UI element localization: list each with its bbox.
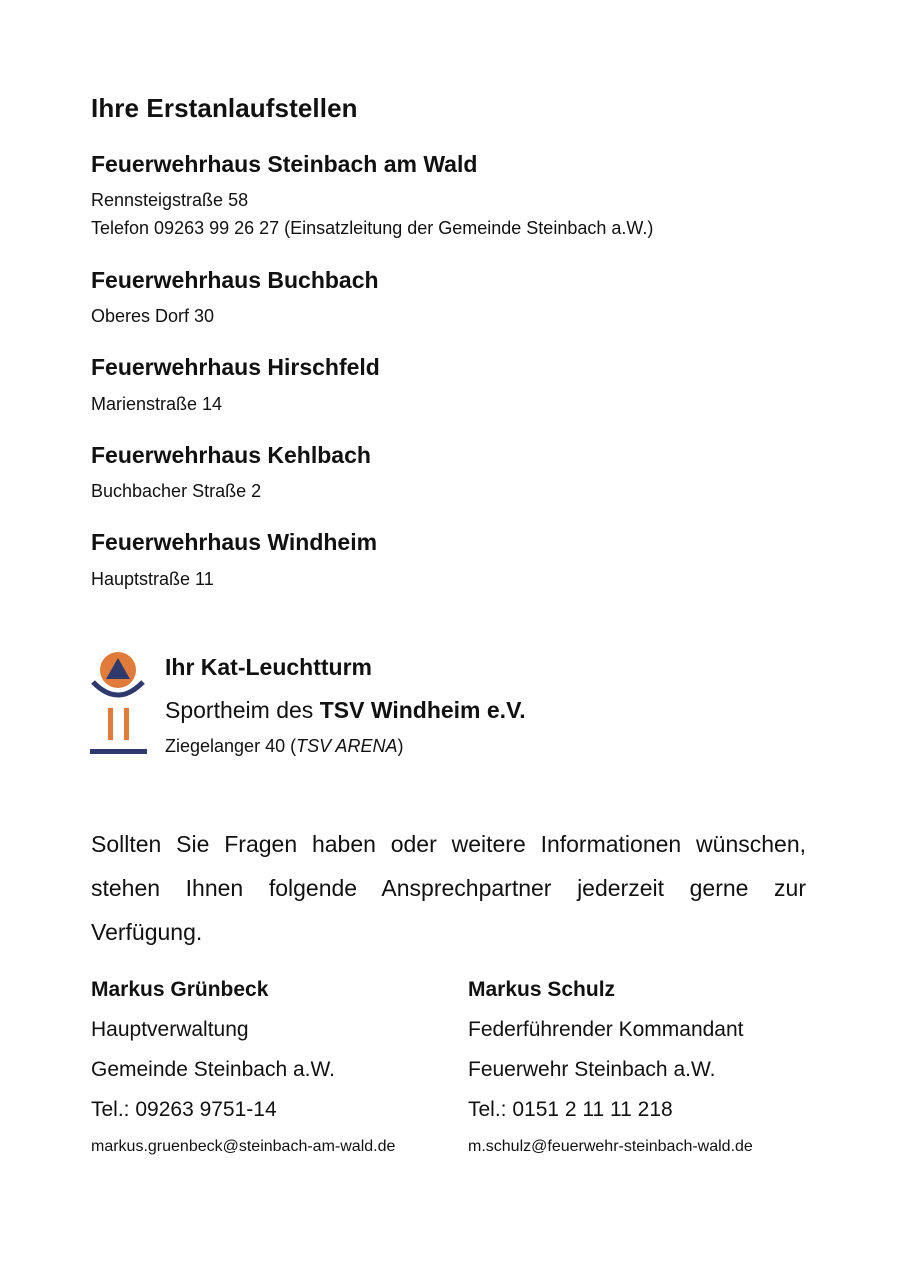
station-address: Buchbacher Straße 2 [91,481,262,501]
station-phone: Telefon 09263 99 26 27 (Einsatzleitung der Gemeinde Steinbach a.W.) [91,218,654,238]
station-address: Marienstraße 14 [91,394,223,414]
contact-name: Markus Grünbeck [91,978,269,1001]
kat-subtitle-prefix: Sportheim des [165,697,320,723]
station-address: Rennsteigstraße 58 [91,190,249,210]
contact-phone: Tel.: 09263 9751-14 [91,1098,277,1121]
station-name: Feuerwehrhaus Windheim [91,529,378,555]
contact-phone: Tel.: 0151 2 11 11 218 [468,1098,673,1121]
station-name: Feuerwehrhaus Buchbach [91,267,379,293]
kat-address-close: ) [397,736,404,756]
civil-protection-icon [89,650,149,758]
kat-address-text: Ziegelanger 40 ( [165,736,297,756]
station-name: Feuerwehrhaus Hirschfeld [91,354,380,380]
contact-role: Federführender Kommandant [468,1018,744,1041]
station-name: Feuerwehrhaus Steinbach am Wald [91,151,478,177]
contact-email[interactable]: m.schulz@feuerwehr-steinbach-wald.de [468,1138,753,1155]
kat-address [165,736,403,757]
kat-subtitle [165,697,526,724]
page-title: Ihre Erstanlaufstellen [91,93,358,123]
contact-intro-paragraph: Sollten Sie Fragen haben oder weitere Informationen wünschen, stehen Ihnen folgende Ansprechpartner jederzeit gerne zur Verfügung. [91,831,806,945]
contact-name: Markus Schulz [468,978,616,1001]
contact-role: Hauptverwaltung [91,1018,249,1041]
contact-org: Gemeinde Steinbach a.W. [91,1058,335,1081]
station-name: Feuerwehrhaus Kehlbach [91,442,371,468]
kat-address-venue: TSV ARENA [296,736,398,756]
station-address: Oberes Dorf 30 [91,306,215,326]
station-address: Hauptstraße 11 [91,569,214,589]
contact-org: Feuerwehr Steinbach a.W. [468,1058,716,1081]
kat-subtitle-club: TSV Windheim e.V. [319,697,526,723]
kat-title: Ihr Kat-Leuchtturm [165,654,372,680]
contact-email[interactable]: markus.gruenbeck@steinbach-am-wald.de [91,1138,396,1155]
